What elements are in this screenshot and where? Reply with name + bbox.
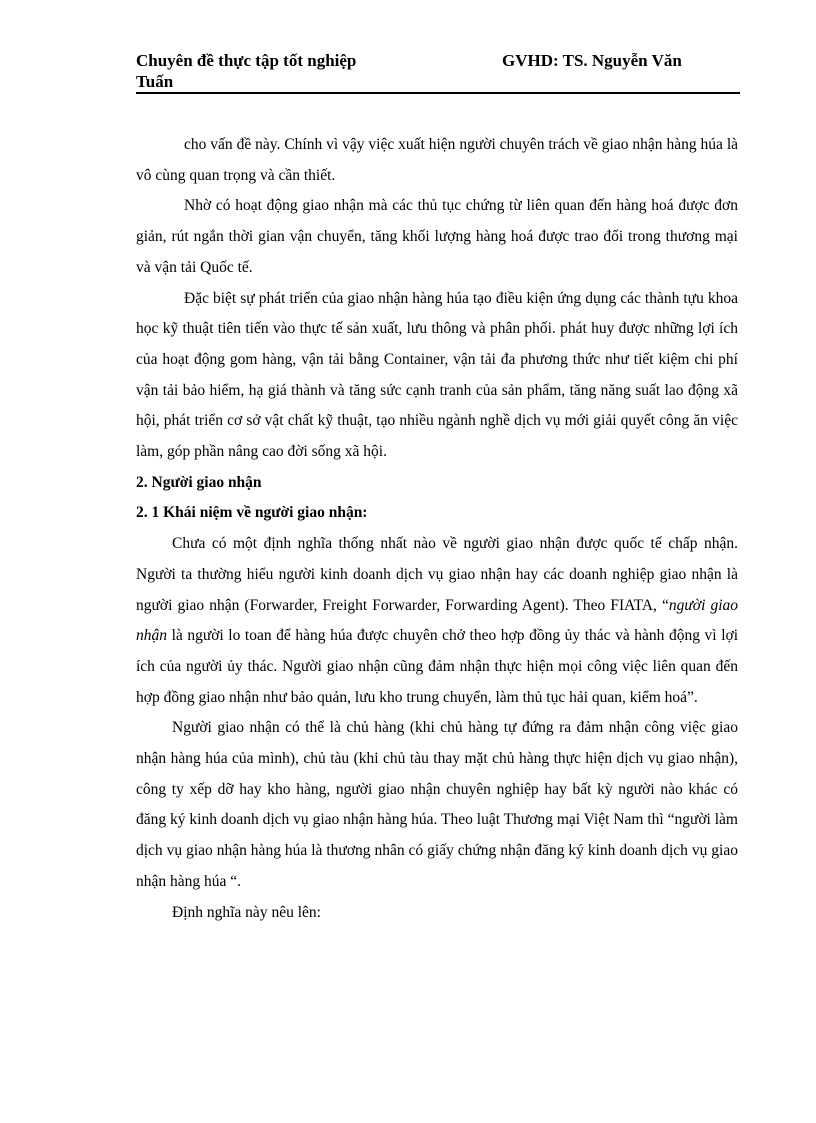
paragraph-4	[136, 529, 738, 713]
paragraph-1: cho vấn đề này. Chính vì vậy việc xuất hiện người chuyên trách về giao nhận hàng húa là vô cùng quan trọng và cần thiết.	[136, 136, 738, 184]
paragraph-3: Đặc biệt sự phát triển của giao nhận hàng húa tạo điều kiện ứng dụng các thành tựu khoa học kỹ thuật tiên tiến vào thực tế sản xuất, lưu thông và phân phối. phát huy được những lợi ích của hoạt động gom hàng, vận tải bằng Container, vận tải đa phương thức như tiết kiệm chi phí vận tải bảo hiểm, hạ giá thành và tăng sức cạnh tranh của sản phẩm, tăng năng suất lao động xã hội, phát triển cơ sở vật chất kỹ thuật, tạo nhiều ngành nghề dịch vụ mới giải quyết công ăn việc làm, góp phần nâng cao đời sống xã hội.	[136, 289, 738, 461]
paragraph-6: Định nghĩa này nêu lên:	[172, 903, 321, 921]
paragraph-2: Nhờ có hoạt động giao nhận mà các thủ tục chứng từ liên quan đến hàng hoá được đơn giản, rút ngắn thời gian vận chuyển, tăng khối lượng hàng hoá được trao đổi trong thương mại và vận tải Quốc tế.	[136, 197, 738, 276]
paragraph-4-text-a: Chưa có một định nghĩa thống nhất nào về người giao nhận được quốc tế chấp nhận. Người ta thường hiểu người kinh doanh dịch vụ giao nhận hay các doanh nghiệp giao nhận là người giao nhận (Forwarder, Freight Forwarder, Forwarding Agent). Theo FIATA, “	[136, 535, 738, 614]
section-heading-2-1: 2. 1 Khái niệm về người giao nhận:	[136, 504, 368, 522]
header-title: Chuyên đề thực tập tốt nghiệp	[136, 51, 357, 70]
document-body	[136, 130, 738, 928]
paragraph-4-italic-term: người giao nhận	[136, 596, 738, 645]
section-heading-2: 2. Người giao nhận	[136, 473, 262, 491]
header-supervisor: GVHD: TS. Nguyễn Văn	[502, 51, 682, 70]
paragraph-4-text-b: là người lo toan để hàng húa được chuyên chở theo hợp đồng ủy thác và hành động vì lợi ích của người ủy thác. Người giao nhận cũng đảm nhận thực hiện mọi công việc liên quan đến hợp đồng giao nhận như bảo quản, lưu kho trung chuyển, làm thủ tục hải quan, kiểm hoá”.	[136, 627, 738, 706]
paragraph-5: Người giao nhận có thể là chủ hàng (khi chủ hàng tự đứng ra đảm nhận công việc giao nhận hàng húa của mình), chủ tàu (khi chủ tàu thay mặt chủ hàng thực hiện dịch vụ giao nhận), công ty xếp dỡ hay kho hàng, người giao nhận chuyên nghiệp hay bất kỳ người nào khác có đăng ký kinh doanh dịch vụ giao nhận hàng húa. Theo luật Thương mại Việt Nam thì “người làm dịch vụ giao nhận hàng húa là thương nhân có giấy chứng nhận đăng ký kinh doanh dịch vụ giao nhận hàng húa “.	[136, 719, 738, 890]
header-divider	[136, 92, 740, 94]
header-supervisor-continued: Tuấn	[136, 72, 174, 91]
